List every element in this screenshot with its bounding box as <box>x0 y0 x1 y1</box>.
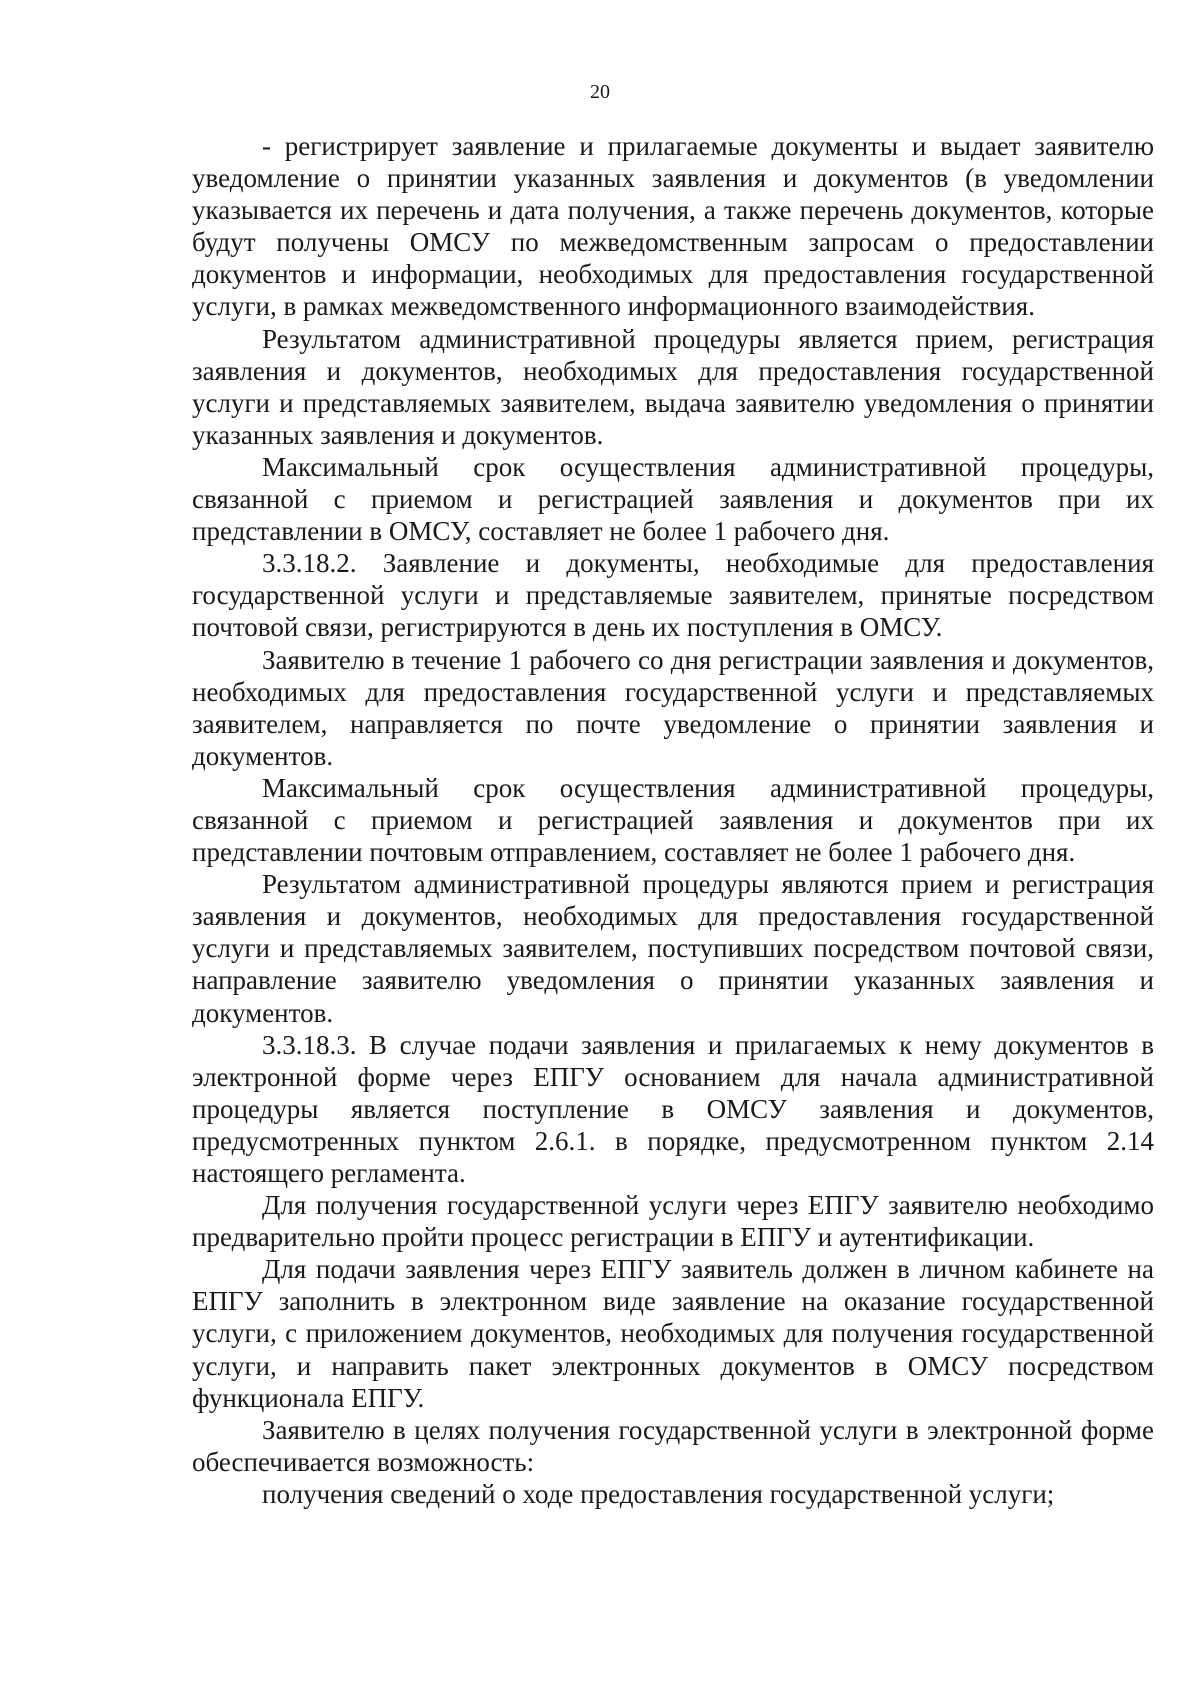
paragraph: Для получения государственной услуги через ЕПГУ заявителю необходимо предварительно пройти процесс регистрации в ЕПГУ и аутентификации. <box>192 1190 1154 1253</box>
document-body <box>192 130 1154 1510</box>
paragraph: Для подачи заявления через ЕПГУ заявитель должен в личном кабинете на ЕПГУ заполнить в электронном виде заявление на оказание государственной услуги, с приложением документов, необходимых для получения государственной услуги, и направить пакет электронных документов в ОМСУ посредством функционала ЕПГУ. <box>192 1254 1154 1413</box>
paragraph: 3.3.18.3. В случае подачи заявления и прилагаемых к нему документов в электронной форме через ЕПГУ основанием для начала административной процедуры является поступление в ОМСУ заявления и документов, предусмотренных пунктом 2.6.1. в порядке, предусмотренном пунктом 2.14 настоящего регламента. <box>192 1029 1154 1188</box>
paragraph: Заявителю в течение 1 рабочего со дня регистрации заявления и документов, необходимых для предоставления государственной услуги и представляемых заявителем, направляется по почте уведомление о принятии заявления и документов. <box>192 644 1154 771</box>
paragraph: - регистрирует заявление и прилагаемые документы и выдает заявителю уведомление о принятии указанных заявления и документов (в уведомлении указывается их перечень и дата получения, а также перечень документов, которые будут получены ОМСУ по межведомственным запросам о предоставлении документов и информации, необходимых для предоставления государственной услуги, в рамках межведомственного информационного взаимодействия. <box>192 131 1154 322</box>
page-number: 20 <box>590 81 610 103</box>
paragraph: Заявителю в целях получения государственной услуги в электронной форме обеспечивается возможность: <box>192 1414 1154 1477</box>
paragraph: Результатом административной процедуры являются прием и регистрация заявления и документов, необходимых для предоставления государственной услуги и представляемых заявителем, поступивших посредством почтовой связи, направление заявителю уведомления о принятии указанных заявления и документов. <box>192 869 1154 1028</box>
paragraph: 3.3.18.2. Заявление и документы, необходимые для предоставления государственной услуги и представляемые заявителем, принятые посредством почтовой связи, регистрируются в день их поступления в ОМСУ. <box>192 548 1154 643</box>
paragraph: Максимальный срок осуществления административной процедуры, связанной с приемом и регистрацией заявления и документов при их представлении почтовым отправлением, составляет не более 1 рабочего дня. <box>192 772 1154 868</box>
paragraph: Максимальный срок осуществления административной процедуры, связанной с приемом и регистрацией заявления и документов при их представлении в ОМСУ, составляет не более 1 рабочего дня. <box>192 451 1154 547</box>
paragraph: Результатом административной процедуры является прием, регистрация заявления и документов, необходимых для предоставления государственной услуги и представляемых заявителем, выдача заявителю уведомления о принятии указанных заявления и документов. <box>192 323 1154 450</box>
paragraph: получения сведений о ходе предоставления государственной услуги; <box>262 1478 1055 1509</box>
